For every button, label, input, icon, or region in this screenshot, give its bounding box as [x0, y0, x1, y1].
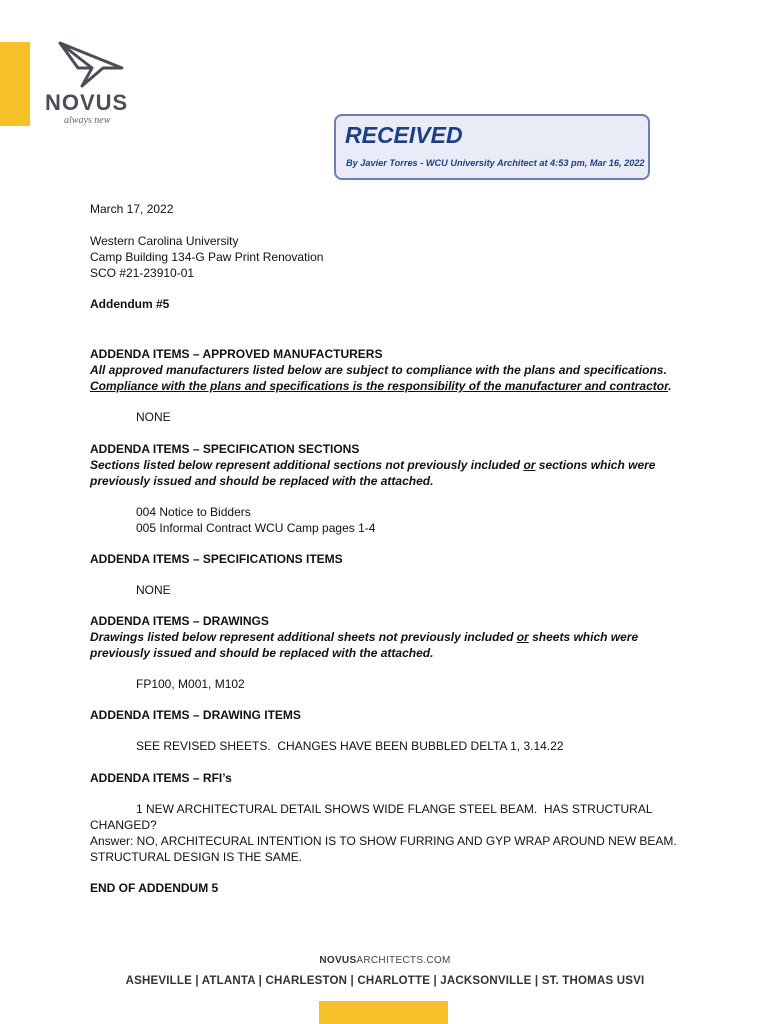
logo-wordmark: NOVUS	[45, 90, 129, 115]
addendum-body	[90, 201, 690, 896]
note-text: Drawings listed below represent additional sheets not previously included	[90, 630, 517, 644]
section-heading-drawing-items: ADDENDA ITEMS – DRAWING ITEMS	[90, 708, 301, 722]
section-heading-spec-sections: ADDENDA ITEMS – SPECIFICATION SECTIONS	[90, 442, 360, 456]
list-item: FP100, M001, M102	[136, 677, 245, 691]
accent-bar-top	[0, 42, 30, 126]
footer-office-locations: ASHEVILLE | ATLANTA | CHARLESTON | CHARLOTTE | JACKSONVILLE | ST. THOMAS USVI	[125, 975, 645, 987]
address-line: Western Carolina University	[90, 234, 239, 248]
end-of-addendum: END OF ADDENDUM 5	[90, 881, 219, 895]
note-underlined: Compliance with the plans and specifications is the responsibility of the manufacturer and contractor	[90, 379, 669, 393]
list-item: NONE	[136, 410, 171, 424]
rfi-question: 1 NEW ARCHITECTURAL DETAIL SHOWS WIDE FLANGE STEEL BEAM. HAS STRUCTURAL CHANGED?	[90, 802, 653, 832]
note-text: .	[668, 379, 672, 393]
note-underlined: or	[523, 458, 536, 472]
letter-date: March 17, 2022	[90, 202, 174, 216]
note-text: sheets which were previously issued and should be replaced with the attached.	[90, 630, 639, 660]
note-text: Sections listed below represent additional sections not previously included	[90, 458, 524, 472]
list-item: SEE REVISED SHEETS. CHANGES HAVE BEEN BUBBLED DELTA 1, 3.14.22	[136, 739, 564, 753]
address-line: Camp Building 134-G Paw Print Renovation	[90, 250, 324, 264]
received-stamp	[334, 114, 650, 180]
section-note-drawings	[90, 629, 690, 661]
footer-url-bold: NOVUS	[319, 955, 357, 966]
stamp-subtitle: By Javier Torres - WCU University Architect at 4:53 pm, Mar 16, 2022	[346, 158, 645, 168]
section-heading-rfis: ADDENDA ITEMS – RFI’s	[90, 771, 232, 785]
note-text: All approved manufacturers listed below are subject to compliance with the plans and specifications.	[90, 363, 671, 377]
list-item: NONE	[136, 583, 171, 597]
note-text: sections which were previously issued and should be replaced with the attached.	[90, 458, 656, 488]
stamp-title: RECEIVED	[345, 122, 463, 148]
section-heading-drawings: ADDENDA ITEMS – DRAWINGS	[90, 614, 269, 628]
section-note-manufacturers	[90, 362, 690, 394]
novus-logo	[40, 40, 140, 130]
bird-logo-icon	[48, 40, 126, 88]
footer-website	[0, 955, 770, 966]
rfi-answer: Answer: NO, ARCHITECURAL INTENTION IS TO SHOW FURRING AND GYP WRAP AROUND NEW BEAM. STRUCTURAL DESIGN IS THE SAME.	[90, 834, 681, 864]
list-item: 005 Informal Contract WCU Camp pages 1-4	[136, 521, 376, 535]
logo-tagline: always new	[64, 115, 111, 126]
address-line: SCO #21-23910-01	[90, 266, 195, 280]
section-heading-spec-items: ADDENDA ITEMS – SPECIFICATIONS ITEMS	[90, 552, 343, 566]
list-item: 004 Notice to Bidders	[136, 505, 251, 519]
section-note-spec-sections	[90, 457, 690, 489]
address-block	[90, 233, 690, 281]
footer-url-rest: ARCHITECTS.COM	[356, 955, 451, 966]
section-heading-manufacturers: ADDENDA ITEMS – APPROVED MANUFACTURERS	[90, 347, 383, 361]
addendum-number: Addendum #5	[90, 297, 170, 311]
note-underlined: or	[516, 630, 529, 644]
accent-bar-bottom	[319, 1001, 448, 1024]
